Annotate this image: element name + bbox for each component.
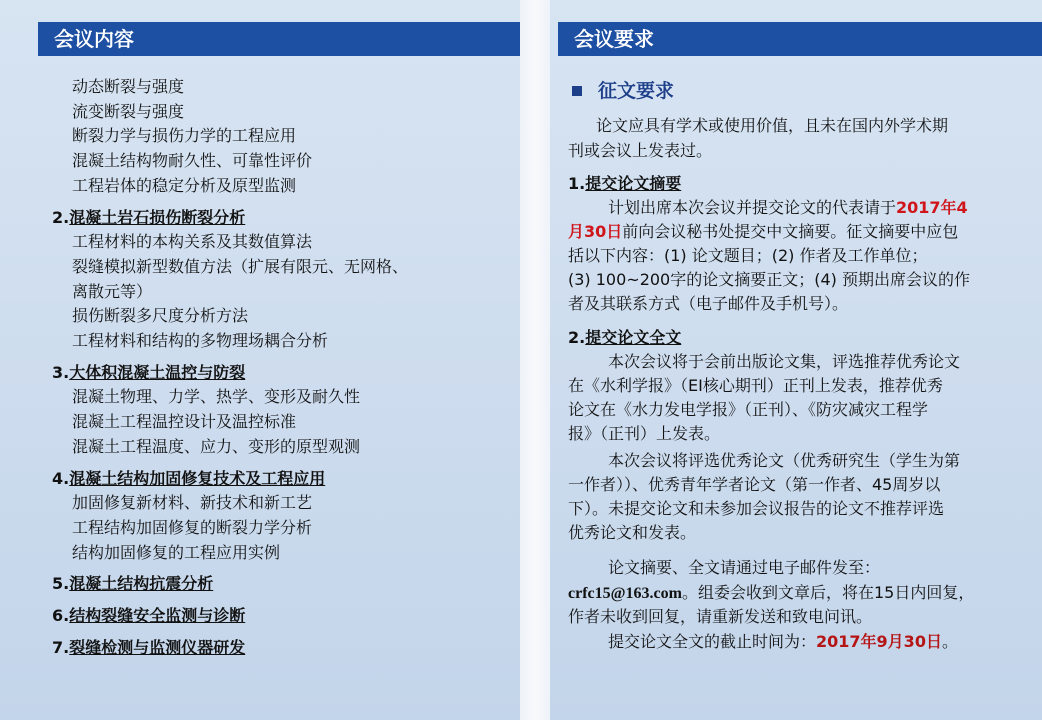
p1-line: 论文应具有学术或使用价值，且未在国内外学术期: [596, 116, 949, 135]
topic-title: 混凝土岩石损伤断裂分析: [69, 207, 246, 227]
right-header: 会议要求: [558, 22, 1042, 56]
topic-number: 3.: [52, 362, 70, 382]
topic-line: 离散元等）: [72, 281, 153, 301]
topic-line: 结构加固修复的工程应用实例: [72, 542, 281, 562]
topic-line: 工程结构加固修复的断裂力学分析: [72, 517, 313, 537]
topic-line: 裂缝模拟新型数值方法（扩展有限元、无网格、: [72, 256, 409, 276]
s1-line: 者及其联系方式（电子邮件及手机号）。: [568, 294, 849, 313]
email-line: [568, 582, 974, 605]
p1-line: 刊或会议上发表过。: [568, 141, 713, 160]
email-text: 。组委会收到文章后，将在15日内回复，: [681, 583, 975, 602]
topic-heading: [52, 637, 245, 659]
section-number: 1.: [568, 174, 586, 193]
s2-line: 一作者））、优秀青年学者论文（第一作者、45周岁以: [568, 475, 941, 494]
topic-number: 6.: [52, 606, 70, 625]
s2-line: 论文在《水力发电学报》（正刊）、《防灾减灾工程学: [568, 400, 929, 419]
s2-line: 在《水利学报》（EI核心期刊）正刊上发表，推荐优秀: [568, 376, 943, 395]
topic-title: 结构裂缝安全监测与诊断: [69, 606, 246, 625]
section-number: 2.: [568, 328, 586, 347]
topic-line: 工程岩体的稳定分析及原型监测: [72, 175, 297, 195]
right-panel: [550, 0, 1042, 720]
s2-line: 本次会议将于会前出版论文集，评选推荐优秀论文: [608, 352, 961, 371]
topic-number: 7.: [52, 637, 70, 657]
s1-date: 月30日: [568, 222, 623, 241]
panel-divider: [520, 0, 550, 720]
s1-text: 计划出席本次会议并提交论文的代表请于: [608, 198, 897, 217]
s1-line: [608, 197, 968, 219]
topic-line: 流变断裂与强度: [72, 101, 185, 121]
email-line: 作者未收到回复，请重新发送和致电问讯。: [568, 607, 873, 626]
email-intro: 论文摘要、全文请通过电子邮件发至：: [608, 558, 881, 577]
topic-line: 损伤断裂多尺度分析方法: [72, 306, 249, 326]
topic-heading: [52, 605, 245, 627]
topic-line: 混凝土结构物耐久性、可靠性评价: [72, 151, 313, 171]
topic-number: 2.: [52, 207, 70, 227]
subhead-call-for-papers: 征文要求: [598, 80, 675, 102]
topic-title: 混凝土结构抗震分析: [69, 574, 214, 594]
topic-title: 混凝土结构加固修复技术及工程应用: [69, 468, 326, 488]
topic-heading: [52, 362, 245, 384]
topic-line: 混凝土物理、力学、热学、变形及耐久性: [72, 387, 361, 407]
section-title: 提交论文摘要: [585, 174, 682, 193]
topic-title: 大体积混凝土温控与防裂: [69, 362, 246, 382]
deadline-line: [608, 631, 958, 653]
topic-number: 5.: [52, 574, 70, 594]
topic-heading: [52, 468, 325, 490]
s1-line: [568, 221, 958, 243]
section-fulltext-heading: [568, 327, 681, 349]
section-title: 提交论文全文: [585, 328, 682, 347]
topic-number: 4.: [52, 468, 70, 488]
s1-date: 2017年4: [896, 198, 968, 217]
s2-line: 下）。未提交论文和未参加会议报告的论文不推荐评选: [568, 499, 945, 518]
topic-heading: [52, 573, 213, 595]
left-panel: [0, 0, 520, 720]
email-address[interactable]: crfc15@163.com: [568, 585, 682, 602]
left-header: 会议内容: [38, 22, 520, 56]
deadline-label: 提交论文全文的截止时间为：: [608, 632, 817, 651]
topic-line: 断裂力学与损伤力学的工程应用: [72, 126, 297, 146]
topic-line: 加固修复新材料、新技术和新工艺: [72, 493, 313, 513]
topic-line: 混凝土工程温控设计及温控标准: [72, 412, 297, 432]
deadline-date: 2017年9月30日: [816, 632, 942, 651]
s2-line: 本次会议将评选优秀论文（优秀研究生（学生为第: [608, 451, 961, 470]
topic-heading: [52, 207, 245, 229]
s2-line: 报》（正刊）上发表。: [568, 424, 721, 443]
deadline-end: 。: [941, 632, 958, 651]
s1-line: (3) 100~200字的论文摘要正文；(4) 预期出席会议的作: [568, 270, 970, 289]
bullet-square-icon: [572, 86, 582, 96]
topic-title: 裂缝检测与监测仪器研发: [69, 637, 246, 657]
s1-line: 括以下内容：(1) 论文题目；(2) 作者及工作单位；: [568, 246, 928, 265]
s1-text: 前向会议秘书处提交中文摘要。征文摘要中应包: [622, 222, 959, 241]
topic-line: 动态断裂与强度: [72, 77, 185, 96]
section-abstract-heading: [568, 173, 681, 195]
topic-line: 工程材料的本构关系及其数值算法: [72, 232, 313, 252]
s2-line: 优秀论文和发表。: [568, 523, 697, 542]
topic-line: 工程材料和结构的多物理场耦合分析: [72, 331, 329, 350]
topic-line: 混凝土工程温度、应力、变形的原型观测: [72, 436, 361, 456]
